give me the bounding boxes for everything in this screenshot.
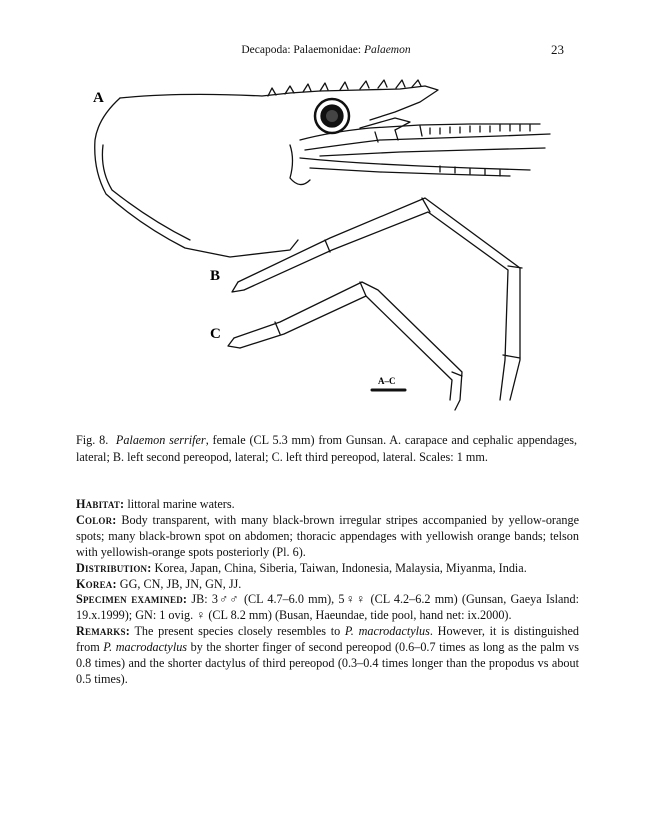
panel-b-pereopod-drawing — [232, 198, 522, 400]
caption-fig-number: Fig. 8. — [76, 433, 109, 447]
remarks-text-1: The present species closely resembles to — [129, 624, 345, 639]
panel-a-carapace-drawing — [95, 80, 550, 257]
remarks-text-2: . However, it is distinguished from — [76, 624, 579, 655]
remarks-text-3: by the shorter finger of second pereopod (0.6–0.7 times as long as the palm vs 0.8 times) and the shorter dactylus of third pereopod (0.3–0.4 times longer than the propodus vs about 0.5 times). — [76, 640, 579, 686]
color-label: Color: — [76, 512, 117, 527]
caption-text: , female (CL 5.3 mm) from Gunsan. A. carapace and cephalic appendages, lateral; B. left second pereopod, lateral; C. left third pereopod, lateral. Scales: 1 mm. — [76, 433, 578, 464]
korea-label: Korea: — [76, 576, 117, 591]
korea-paragraph — [76, 577, 579, 593]
korea-text: GG, CN, JB, JN, GN, JJ. — [116, 576, 242, 591]
page-number: 23 — [551, 42, 564, 57]
panel-c-pereopod-drawing — [228, 282, 462, 410]
figure-caption — [76, 432, 577, 466]
specimen-paragraph — [76, 592, 579, 624]
caption-species: Palaemon serrifer — [115, 433, 206, 447]
habitat-label: Habitat: — [76, 497, 125, 511]
remarks-paragraph — [76, 624, 579, 688]
remarks-species-1: P. macrodactylus — [344, 624, 430, 639]
running-head-prefix: Decapoda: Palaemonidae: — [241, 44, 364, 56]
distribution-text: Korea, Japan, China, Siberia, Taiwan, Indonesia, Malaysia, Miyanma, India. — [151, 560, 527, 575]
panel-label-c: C — [210, 326, 221, 342]
habitat-text: littoral marine waters. — [124, 497, 235, 511]
specimen-label: Specimen examined: — [76, 592, 188, 607]
scale-label: A–C — [378, 376, 396, 386]
panel-label-b: B — [210, 268, 221, 284]
specimen-text: JB: 3♂♂ (CL 4.7–6.0 mm), 5♀♀ (CL 4.2–6.2 mm) (Gunsan, Gaeya Island: 19.x.1999); GN: 1 ovig. ♀ (CL 8.2 mm) (Busan, Haeundae, tide pool, hand net: ix.2000). — [76, 592, 579, 623]
running-head-genus: Palaemon — [363, 44, 411, 56]
color-text: Body transparent, with many black-brown irregular stripes accompanied by yellow-orange spots; many black-brown spot on abdomen; thoracic appendages with yellowish orange bands; telson with yellowish-orange spots posteriorly (Pl. 6). — [76, 512, 579, 559]
panel-label-a: A — [93, 90, 104, 106]
distribution-label: Distribution: — [76, 560, 152, 575]
remarks-label: Remarks: — [76, 624, 130, 639]
remarks-species-2: P. macrodactylus — [103, 640, 188, 655]
species-notes — [76, 497, 579, 688]
habitat-paragraph — [76, 497, 579, 513]
color-paragraph — [76, 513, 579, 561]
distribution-paragraph — [76, 561, 579, 577]
